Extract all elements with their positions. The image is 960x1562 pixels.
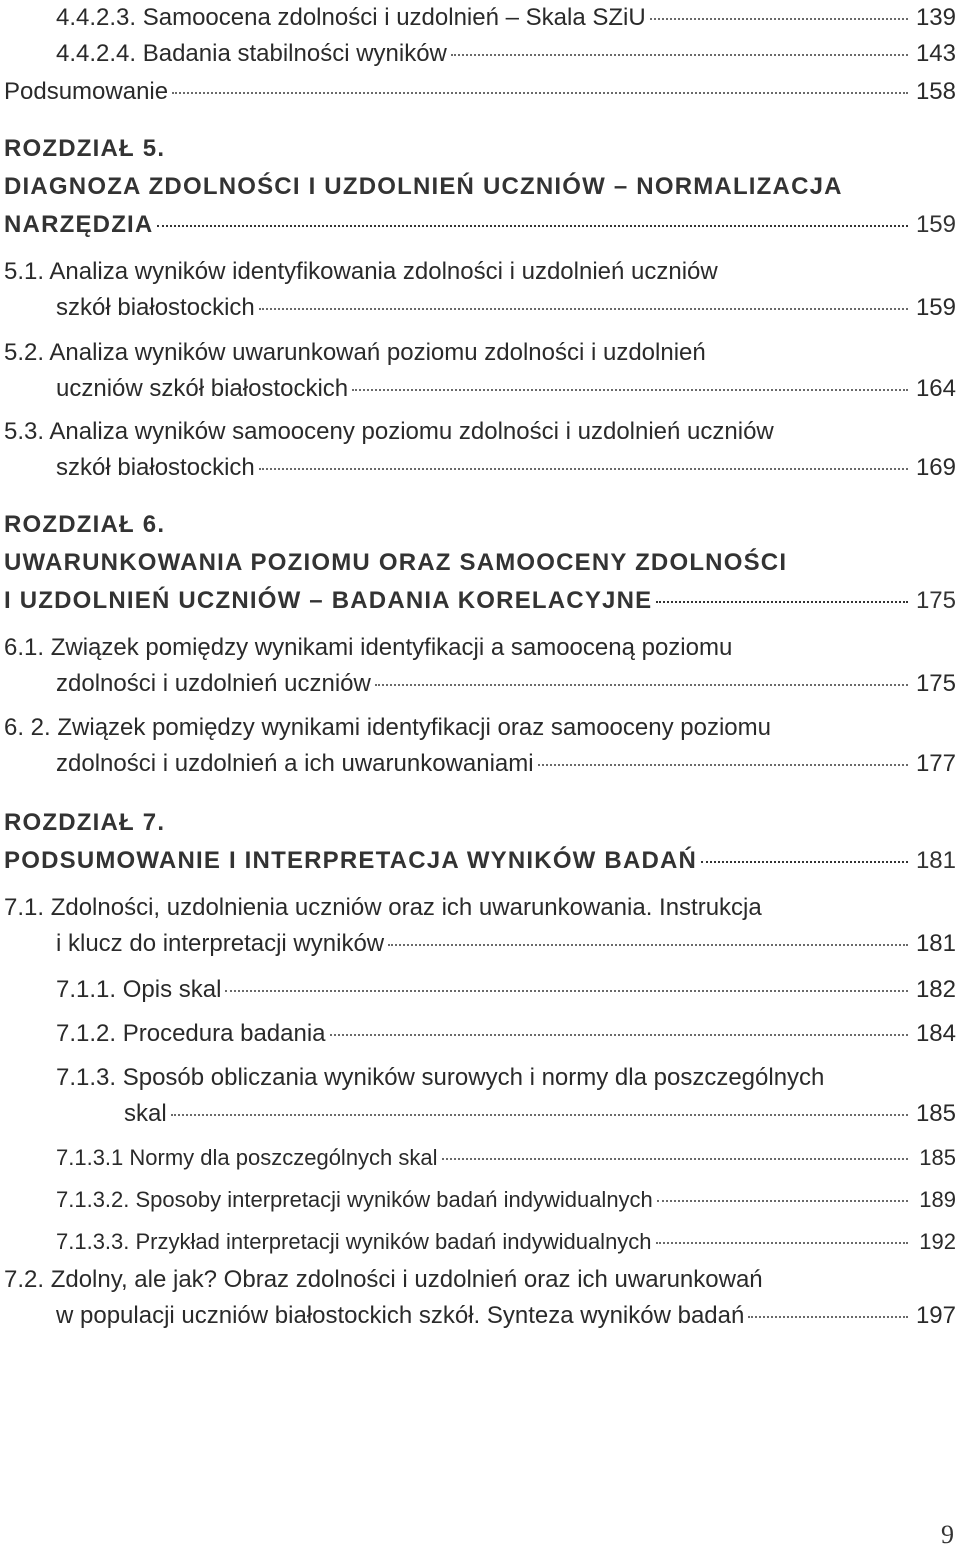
toc-entry-page: 164 [915,375,956,402]
toc-entry-title: 7.1.1. Opis skal [56,976,222,1003]
toc-entry-title: 7.1.3.2. Sposoby interpretacji wyników badań indywidualnych [56,1187,653,1212]
toc-entry [4,890,956,962]
dot-leader [701,861,908,863]
toc-entry-title: 5.3. Analiza wyników samooceny poziomu zdolności i uzdolnień uczniów [4,418,774,445]
toc-entry-title-cont: zdolności i uzdolnień uczniów [56,670,371,697]
chapter-title-line: UWARUNKOWANIA POZIOMU ORAZ SAMOOCENY ZDOLNOŚCI [4,549,788,576]
dot-leader [171,1114,908,1116]
toc-entry [4,36,956,72]
toc-entry-title-cont: w populacji uczniów białostockich szkół. Synteza wyników badań [56,1302,745,1329]
chapter-heading [4,130,956,244]
dot-leader [451,54,908,56]
toc-entry-page: 185 [919,1145,956,1170]
toc-entry [4,1224,956,1260]
toc-entry-title: 6.1. Związek pomiędzy wynikami identyfikacji a samooceną poziomu [4,634,733,661]
toc-entry [4,630,956,702]
toc-entry-title: 7.1.3.3. Przykład interpretacji wyników badań indywidualnych [56,1229,652,1254]
dot-leader [657,1200,908,1202]
chapter-title-line: NARZĘDZIA [4,211,154,238]
toc-entry-page: 177 [915,750,956,777]
chapter-title-line: PODSUMOWANIE I INTERPRETACJA WYNIKÓW BADAŃ [4,847,698,874]
toc-entry [4,74,956,110]
toc-entry-page: 159 [915,294,956,321]
toc-entry-title: 7.1.3. Sposób obliczania wyników surowych i normy dla poszczególnych [56,1064,825,1091]
toc-entry-title: 7.1. Zdolności, uzdolnienia uczniów oraz ich uwarunkowania. Instrukcja [4,894,762,921]
toc-entry [4,1016,956,1052]
dot-leader [259,308,908,310]
toc-entry-title-cont: zdolności i uzdolnień a ich uwarunkowaniami [56,750,534,777]
dot-leader [172,92,908,94]
toc-entry-title: 4.4.2.4. Badania stabilności wyników [56,40,447,67]
toc-entry [4,1262,956,1334]
toc-entry [4,1140,956,1176]
toc-entry-page: 181 [915,930,956,957]
toc-entry-page: 192 [919,1229,956,1254]
dot-leader [388,944,908,946]
toc-entry-page: 189 [919,1187,956,1212]
toc-entry [4,0,956,36]
toc-entry-page: 159 [915,211,956,238]
toc-entry-title: 5.1. Analiza wyników identyfikowania zdolności i uzdolnień uczniów [4,258,718,285]
toc-entry-title: 4.4.2.3. Samoocena zdolności i uzdolnień – Skala SZiU [56,4,646,31]
dot-leader [656,1242,908,1244]
toc-entry [4,414,956,486]
dot-leader [538,764,908,766]
dot-leader [259,468,908,470]
toc-entry-page: 139 [915,4,956,31]
toc-entry-title: 7.1.2. Procedura badania [56,1020,326,1047]
toc-entry-page: 184 [915,1020,956,1047]
toc-entry-title: 7.2. Zdolny, ale jak? Obraz zdolności i uzdolnień oraz ich uwarunkowań [4,1266,763,1293]
toc-entry-title-cont: i klucz do interpretacji wyników [56,930,385,957]
toc-entry [4,335,956,407]
toc-entry-title: 5.2. Analiza wyników uwarunkowań poziomu zdolności i uzdolnień [4,339,706,366]
toc-entry-title: 6. 2. Związek pomiędzy wynikami identyfikacji oraz samooceny poziomu [4,714,771,741]
chapter-label: ROZDZIAŁ 5. [4,135,166,162]
toc-entry-title-cont: szkół białostockich [56,454,255,481]
chapter-heading [4,804,956,880]
toc-entry [4,972,956,1008]
toc-entry [4,710,956,782]
toc-entry [4,1060,956,1132]
dot-leader [352,389,908,391]
dot-leader [650,18,908,20]
toc-entry-title: 7.1.3.1 Normy dla poszczególnych skal [56,1145,438,1170]
toc-entry-title-cont: szkół białostockich [56,294,255,321]
toc-entry [4,254,956,326]
chapter-label: ROZDZIAŁ 7. [4,809,166,836]
dot-leader [442,1158,908,1160]
toc-entry-page: 175 [915,670,956,697]
toc-entry-page: 175 [915,587,956,614]
dot-leader [225,990,908,992]
chapter-heading [4,506,956,620]
dot-leader [748,1316,908,1318]
dot-leader [656,601,908,603]
toc-entry-title: Podsumowanie [4,78,169,105]
toc-entry-page: 158 [915,78,956,105]
toc-entry-page: 185 [915,1100,956,1127]
toc-entry-page: 143 [915,40,956,67]
toc-entry-page: 197 [915,1302,956,1329]
toc-entry [4,1182,956,1218]
dot-leader [375,684,908,686]
toc-entry-page: 169 [915,454,956,481]
toc-entry-page: 181 [915,847,956,874]
chapter-label: ROZDZIAŁ 6. [4,511,166,538]
toc-entry-title-cont: uczniów szkół białostockich [56,375,349,402]
page-number: 9 [941,1520,954,1549]
dot-leader [330,1034,908,1036]
dot-leader [157,225,908,227]
chapter-title-line: I UZDOLNIEŃ UCZNIÓW – BADANIA KORELACYJNE [4,587,653,614]
toc-entry-page: 182 [915,976,956,1003]
toc-entry-title-cont: skal [124,1100,167,1127]
chapter-title-line: DIAGNOZA ZDOLNOŚCI I UZDOLNIEŃ UCZNIÓW – NORMALIZACJA [4,173,843,200]
